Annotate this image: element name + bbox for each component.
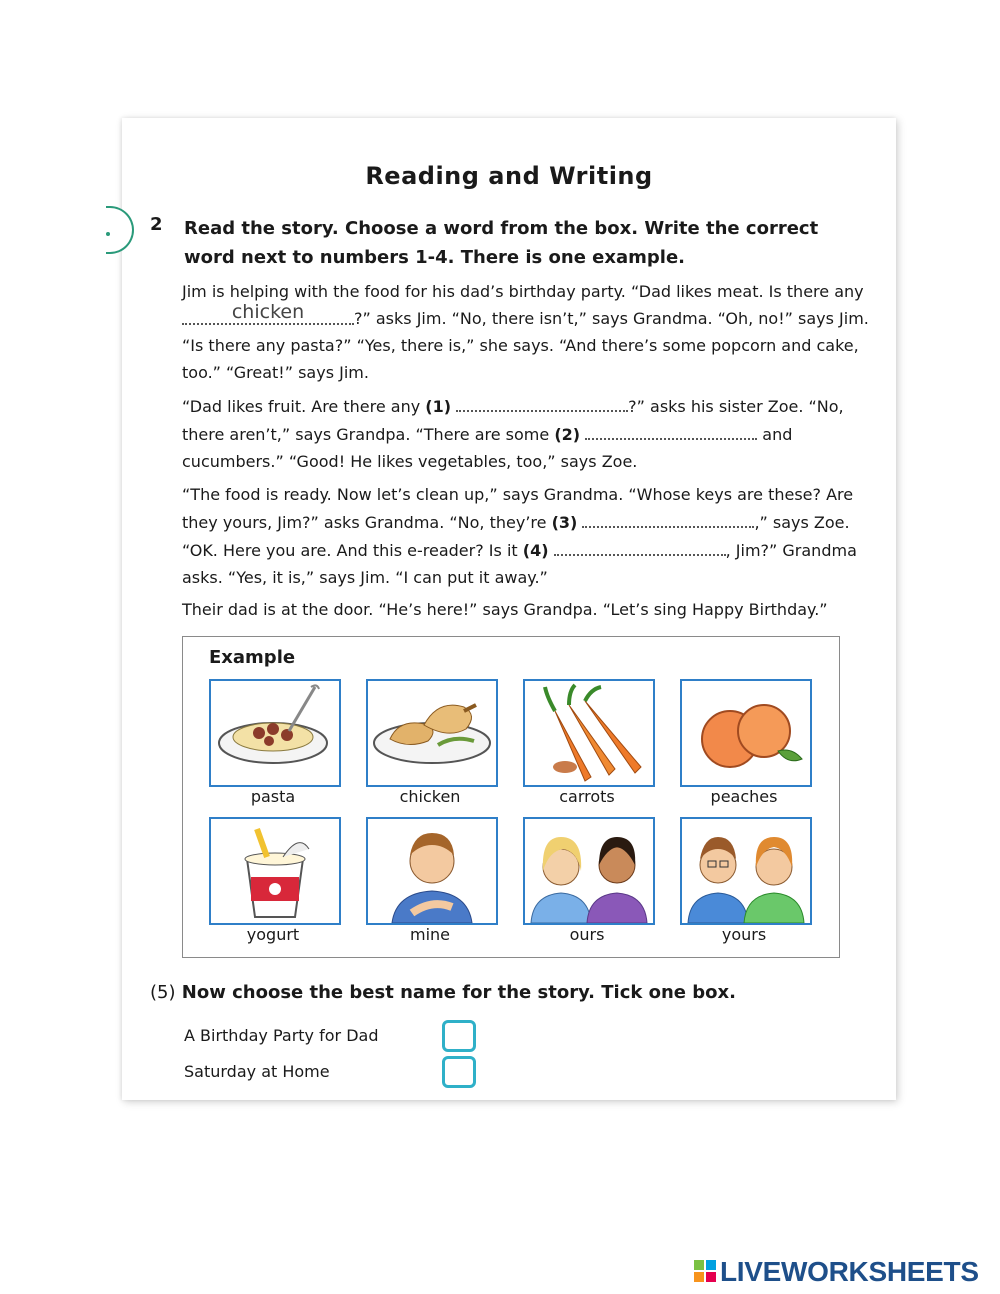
question-5	[150, 982, 736, 1003]
answer-blank-1[interactable]	[456, 392, 628, 412]
picture-yours	[680, 817, 812, 925]
worksheet-page	[122, 118, 896, 1100]
story-paragraph-3: “The food is ready. Now let’s clean up,” says Grandma. “Whose keys are these? Are they yours, Jim?” asks Grandma. “No, they’re (3) ,” says Zoe. “OK. Here you are. And this e-reader? Is it (4) , Jim?” Grandma asks. “Yes, it is,” says Jim. “I can put it away.”	[182, 485, 857, 587]
picture-pasta	[209, 679, 341, 787]
blank-number-3: (3)	[551, 513, 578, 532]
example-blank	[182, 301, 354, 325]
picture-carrots	[523, 679, 655, 787]
word-yours: yours	[721, 925, 767, 944]
blank-number-4: (4)	[522, 541, 549, 560]
question-5-prompt: Now choose the best name for the story. Tick one box.	[181, 982, 736, 1003]
picture-chicken	[366, 679, 498, 787]
picture-mine	[366, 817, 498, 925]
answer-blank-2[interactable]	[585, 420, 757, 440]
option-2-label: Saturday at Home	[184, 1062, 330, 1081]
option-2-checkbox[interactable]	[442, 1056, 476, 1088]
question-number: 2	[150, 214, 163, 235]
liveworksheets-logo-icon	[694, 1260, 716, 1282]
blank-number-2: (2)	[554, 425, 581, 444]
instructions: Read the story. Choose a word from the box. Write the correct word next to numbers 1-4. There is one example.	[184, 218, 819, 268]
word-box	[182, 636, 840, 958]
question-5-number: (5)	[150, 982, 176, 1003]
story-paragraph-4: Their dad is at the door. “He’s here!” says Grandpa. “Let’s sing Happy Birthday.”	[182, 600, 828, 619]
word-peaches: peaches	[710, 787, 778, 806]
story-paragraph-1: Jim is helping with the food for his dad’s birthday party. “Dad likes meat. Is there any chicken ?” asks Jim. “No, there isn’t,” says Grandma. “Oh, no!” says Jim. “Is there any pasta?” “Yes, there is,” she says. “And there’s some popcorn and cake, too.” “Great!” says Jim.	[182, 282, 869, 382]
answer-blank-4[interactable]	[554, 536, 726, 556]
page-tab-marker	[106, 206, 134, 254]
liveworksheets-logo[interactable]: LIVEWORKSHEETS	[720, 1256, 979, 1287]
picture-yogurt	[209, 817, 341, 925]
example-answer: chicken	[231, 301, 305, 323]
page-title: Reading and Writing	[365, 162, 653, 190]
word-yogurt: yogurt	[246, 925, 300, 944]
story-paragraph-2: “Dad likes fruit. Are there any (1) ?” asks his sister Zoe. “No, there aren’t,” says Grandpa. “There are some (2) and cucumbers.” “Good! He likes vegetables, too,” says Zoe.	[182, 392, 882, 475]
example-label: Example	[209, 647, 296, 668]
option-1-label: A Birthday Party for Dad	[184, 1026, 379, 1045]
word-pasta: pasta	[250, 787, 296, 806]
picture-peaches	[680, 679, 812, 787]
answer-blank-3[interactable]	[582, 508, 754, 528]
picture-ours	[523, 817, 655, 925]
word-carrots: carrots	[559, 787, 615, 806]
word-mine: mine	[409, 925, 450, 944]
word-ours: ours	[569, 925, 605, 944]
blank-number-1: (1)	[425, 397, 452, 416]
option-1-checkbox[interactable]	[442, 1020, 476, 1052]
word-chicken: chicken	[399, 787, 461, 806]
